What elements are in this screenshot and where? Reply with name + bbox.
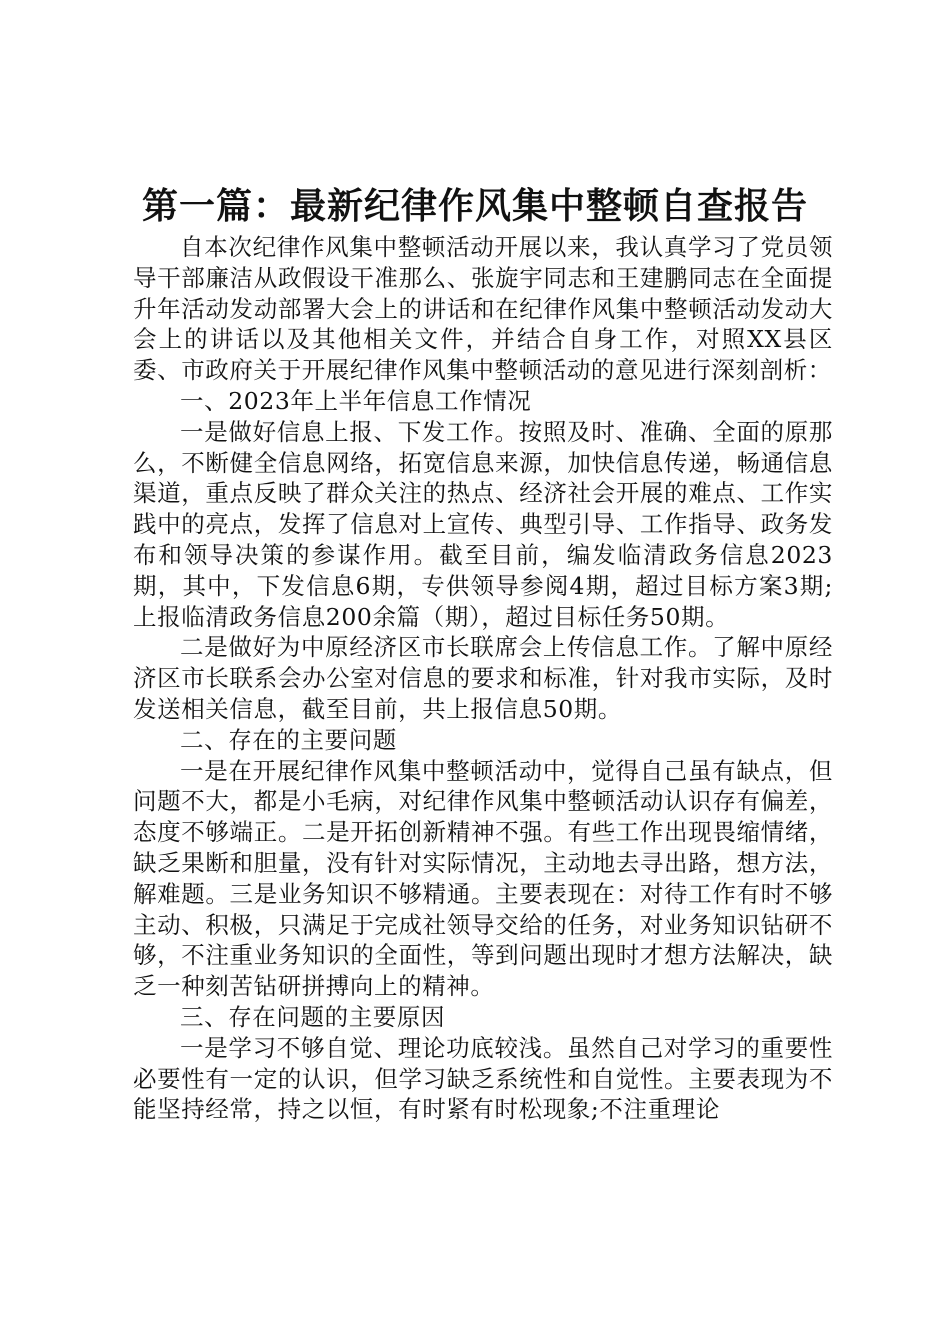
section-heading-1: 一、2023年上半年信息工作情况 bbox=[180, 386, 532, 415]
paragraph: 二是做好为中原经济区市长联席会上传信息工作。了解中原经济区市长联系会办公室对信息的要求和标准，针对我市实际，及时发送相关信息，截至目前，共上报信息50期。 bbox=[133, 633, 833, 723]
paragraph: 一是在开展纪律作风集中整顿活动中，觉得自己虽有缺点，但问题不大，都是小毛病，对纪律作风集中整顿活动认识存有偏差，态度不够端正。二是开拓创新精神不强。有些工作出现畏缩情绪，缺乏果断和胆量，没有针对实际情况，主动地去寻出路，想方法，解难题。三是业务知识不够精通。主要表现在：对待工作有时不够主动、积极，只满足于完成社领导交给的任务，对业务知识钻研不够，不注重业务知识的全面性，等到问题出现时才想方法解决，缺乏一种刻苦钻研拼搏向上的精神。 bbox=[133, 756, 833, 1001]
document-title: 第一篇：最新纪律作风集中整顿自查报告 bbox=[141, 186, 808, 227]
section-heading-3: 三、存在问题的主要原因 bbox=[180, 1002, 446, 1031]
document-body bbox=[133, 232, 833, 1125]
paragraph: 一是做好信息上报、下发工作。按照及时、准确、全面的原那么，不断健全信息网络，拓宽信息来源，加快信息传递，畅通信息渠道，重点反映了群众关注的热点、经济社会开展的难点、工作实践中的亮点，发挥了信息对上宣传、典型引导、工作指导、政务发布和领导决策的参谋作用。截至目前，编发临清政务信息2023期，其中，下发信息6期，专供领导参阅4期，超过目标方案3期;上报临清政务信息200余篇（期），超过目标任务50期。 bbox=[133, 417, 833, 631]
paragraph: 一是学习不够自觉、理论功底较浅。虽然自己对学习的重要性必要性有一定的认识，但学习缺乏系统性和自觉性。主要表现为不能坚持经常，持之以恒，有时紧有时松现象;不注重理论 bbox=[133, 1033, 833, 1124]
section-heading-2: 二、存在的主要问题 bbox=[180, 725, 397, 754]
intro-paragraph: 自本次纪律作风集中整顿活动开展以来，我认真学习了党员领导干部廉洁从政假设干准那么、张旋宇同志和王建鹏同志在全面提升年活动发动部署大会上的讲话和在纪律作风集中整顿活动发动大会上的讲话以及其他相关文件，并结合自身工作，对照XX县区委、市政府关于开展纪律作风集中整顿活动的意见进行深刻剖析： bbox=[133, 233, 833, 385]
